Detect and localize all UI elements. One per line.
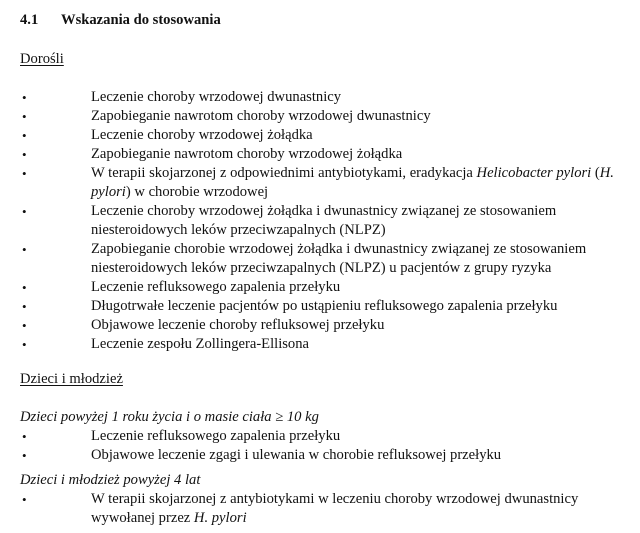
children-group1-list <box>0 427 640 465</box>
list-item-text: Zapobieganie chorobie wrzodowej żołądka i dwunastnicy związanej ze stosowaniem niesteroidowych leków przeciwzapalnych (NLPZ) u pacjentów z grupy ryzyka <box>91 241 587 276</box>
bullet: • <box>22 128 27 143</box>
list-item-text: Leczenie refluksowego zapalenia przełyku <box>91 428 341 444</box>
list-item <box>0 316 640 335</box>
bullet: • <box>22 448 27 463</box>
list-item <box>0 88 640 107</box>
adults-list <box>0 88 640 354</box>
bullet: • <box>22 429 27 444</box>
list-item-text: Zapobieganie nawrotom choroby wrzodowej żołądka <box>91 146 403 162</box>
list-item <box>0 335 640 354</box>
list-item <box>0 145 640 164</box>
children-group2-list <box>0 490 640 528</box>
children-group1-title: Dzieci powyżej 1 roku życia i o masie ciała ≥ 10 kg <box>20 409 319 425</box>
list-item-text: Leczenie choroby wrzodowej żołądka <box>91 127 313 143</box>
list-item <box>0 107 640 126</box>
bullet: • <box>22 492 27 507</box>
list-item <box>0 240 640 278</box>
bullet: • <box>22 318 27 333</box>
list-item <box>0 297 640 316</box>
list-item-text-rich: W terapii skojarzonej z antybiotykami w leczeniu choroby wrzodowej dwunastnicy wywołanej przez H. pylori <box>91 491 579 526</box>
bullet: • <box>22 337 27 352</box>
children-title: Dzieci i młodzież <box>20 371 123 387</box>
section-heading <box>20 11 221 30</box>
bullet: • <box>22 280 27 295</box>
list-item-text: Zapobieganie nawrotom choroby wrzodowej dwunastnicy <box>91 108 431 124</box>
bullet: • <box>22 242 27 257</box>
bullet: • <box>22 90 27 105</box>
bullet: • <box>22 299 27 314</box>
section-number: 4.1 <box>20 12 39 28</box>
bullet: • <box>22 109 27 124</box>
list-item <box>0 126 640 145</box>
list-item <box>0 446 640 465</box>
list-item-text: Długotrwałe leczenie pacjentów po ustąpieniu refluksowego zapalenia przełyku <box>91 298 558 314</box>
list-item <box>0 164 640 202</box>
bullet: • <box>22 166 27 181</box>
list-item-text-rich: W terapii skojarzonej z odpowiednimi antybiotykami, eradykacja Helicobacter pylori (H. pylori) w chorobie wrzodowej <box>91 165 614 200</box>
list-item-text: Objawowe leczenie choroby refluksowej przełyku <box>91 317 385 333</box>
list-item-text: Leczenie choroby wrzodowej żołądka i dwunastnicy związanej ze stosowaniem niesteroidowych leków przeciwzapalnych (NLPZ) <box>91 203 557 238</box>
bullet: • <box>22 204 27 219</box>
adults-title: Dorośli <box>20 51 64 67</box>
list-item <box>0 427 640 446</box>
list-item-text: Leczenie refluksowego zapalenia przełyku <box>91 279 341 295</box>
list-item <box>0 202 640 240</box>
bullet: • <box>22 147 27 162</box>
list-item-text: Objawowe leczenie zgagi i ulewania w chorobie refluksowej przełyku <box>91 447 502 463</box>
children-group2-title: Dzieci i młodzież powyżej 4 lat <box>20 472 201 488</box>
list-item-text: Leczenie zespołu Zollingera-Ellisona <box>91 336 310 352</box>
list-item <box>0 490 640 528</box>
section-title: Wskazania do stosowania <box>61 12 221 28</box>
list-item <box>0 278 640 297</box>
list-item-text: Leczenie choroby wrzodowej dwunastnicy <box>91 89 342 105</box>
